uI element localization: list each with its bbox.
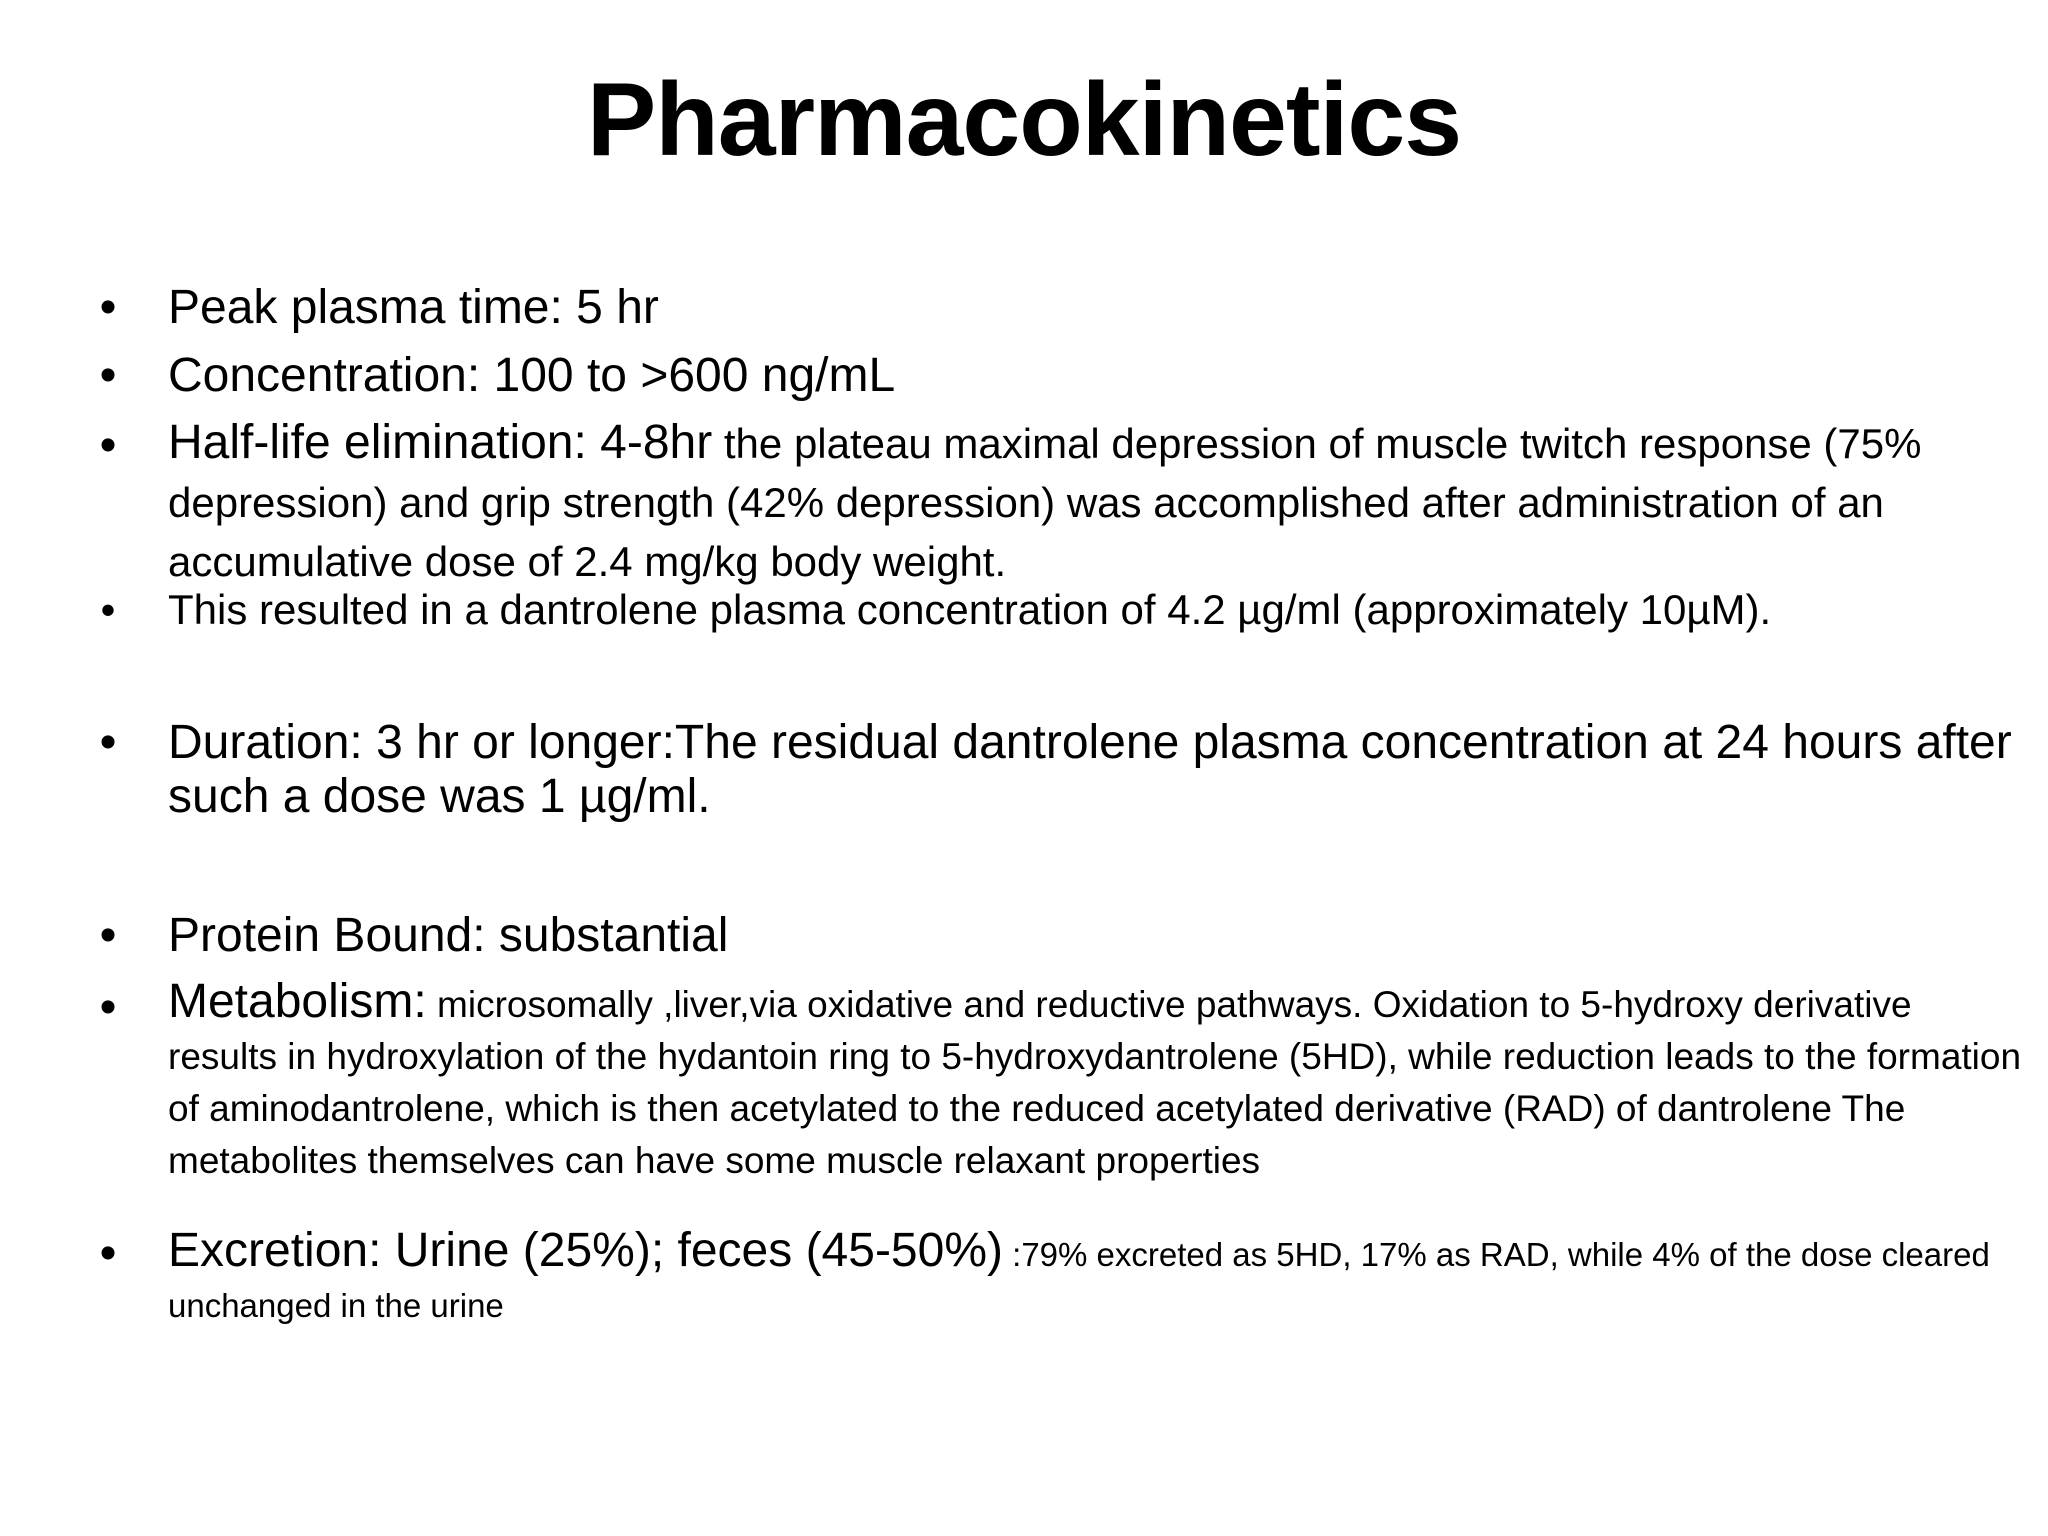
bullet-icon: • <box>99 419 117 472</box>
bullet-lead-text: Metabolism: <box>168 975 427 1028</box>
slide-title: Pharmacokinetics <box>586 62 1462 178</box>
bullet-text: Duration: 3 hr or longer:The residual dantrolene plasma concentration at 24 hours after such a dose was 1 µg/ml. <box>168 716 2012 823</box>
bullet-icon: • <box>99 981 117 1034</box>
bullet-text: Protein Bound: substantial <box>168 909 729 962</box>
bullet-text: Concentration: 100 to >600 ng/mL <box>168 349 896 402</box>
list-item-excretion <box>99 1224 2028 1335</box>
bullet-lead-text: Excretion: Urine (25%); feces (45-50%) <box>168 1224 1003 1277</box>
bullet-icon: • <box>99 716 117 769</box>
list-item-half-life <box>99 416 2028 596</box>
bullet-icon: • <box>99 909 117 962</box>
bullet-detail-text: microsomally ,liver,via oxidative and reductive pathways. Oxidation to 5-hydroxy derivative results in hydroxylation of the hydantoin ring to 5-hydroxydantrolene (5HD), while reduction leads to the formation of aminodantrolene, which is then acetylated to the reduced acetylated derivative (RAD) of dantrolene The metabolites themselves can have some muscle relaxant properties <box>168 984 2022 1181</box>
bullet-detail-text: :79% excreted as 5HD, 17% as RAD, while 4% of the dose cleared unchanged in the urine <box>168 1236 1990 1324</box>
bullet-text: This resulted in a dantrolene plasma concentration of 4.2 µg/ml (approximately 10µM). <box>168 586 1772 633</box>
bullet-icon: • <box>99 281 117 334</box>
list-item-concentration <box>99 348 2028 404</box>
bullet-detail-text: the plateau maximal depression of muscle twitch response (75% depression) and grip strength (42% depression) was accomplished after administration of an accumulative dose of 2.4 mg/kg body weight. <box>168 420 1922 585</box>
list-item-protein-bound <box>99 908 2028 964</box>
list-item-peak-plasma-time <box>99 280 2028 336</box>
bullet-icon: • <box>99 349 117 402</box>
bullet-lead-text: Half-life elimination: 4-8hr <box>168 416 713 469</box>
list-item-plasma-concentration <box>100 586 2028 634</box>
list-item-duration <box>99 716 2028 824</box>
bullet-text: Peak plasma time: 5 hr <box>168 281 659 334</box>
bullet-icon: • <box>99 1227 117 1280</box>
bullet-icon: • <box>100 586 116 633</box>
list-item-metabolism <box>99 975 2028 1191</box>
